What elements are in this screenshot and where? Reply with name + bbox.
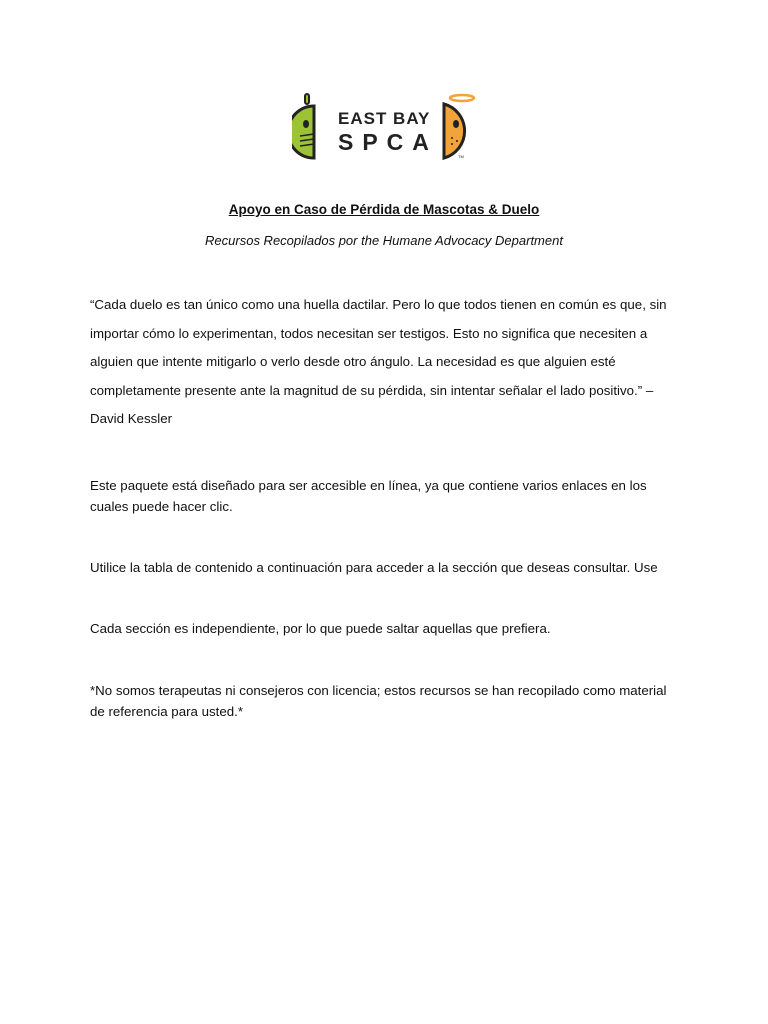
intro-paragraph: Este paquete está diseñado para ser accesible en línea, ya que contiene varios enlaces en los cuales puede hacer clic. [90,478,647,514]
east-bay-spca-logo [292,92,476,160]
document-subtitle: Recursos Recopilados por the Humane Advocacy Department [205,233,563,248]
svg-text:TM: TM [458,154,464,159]
toc-instruction-paragraph: Utilice la tabla de contenido a continuación para acceder a la sección que deseas consultar. Use [90,560,658,575]
logo-text-line2: SPCA [338,129,438,155]
quote-paragraph: “Cada duelo es tan único como una huella dactilar. Pero lo que todos tienen en común es que, sin importar cómo lo experimentan, todos necesitan ser testigos. Esto no significa que necesiten a alguien que intente mitigarlo o verlo desde otro ángulo. La necesidad es que alguien esté completamente presente ante la magnitud de su pérdida, sin intentar señalar el lado positivo.” – David Kessler [90,297,667,426]
orange-dog-icon [444,104,465,158]
halo-icon [450,95,474,101]
sections-paragraph: Cada sección es independiente, por lo que puede saltar aquellas que prefiera. [90,621,551,636]
disclaimer-paragraph: *No somos terapeutas ni consejeros con licencia; estos recursos se han recopilado como material de referencia para usted.* [90,683,667,719]
green-cat-icon [292,106,314,158]
logo-graphic [292,92,476,160]
logo-text-line1: EAST BAY [338,109,431,128]
document-title: Apoyo en Caso de Pérdida de Mascotas & Duelo [228,202,540,217]
